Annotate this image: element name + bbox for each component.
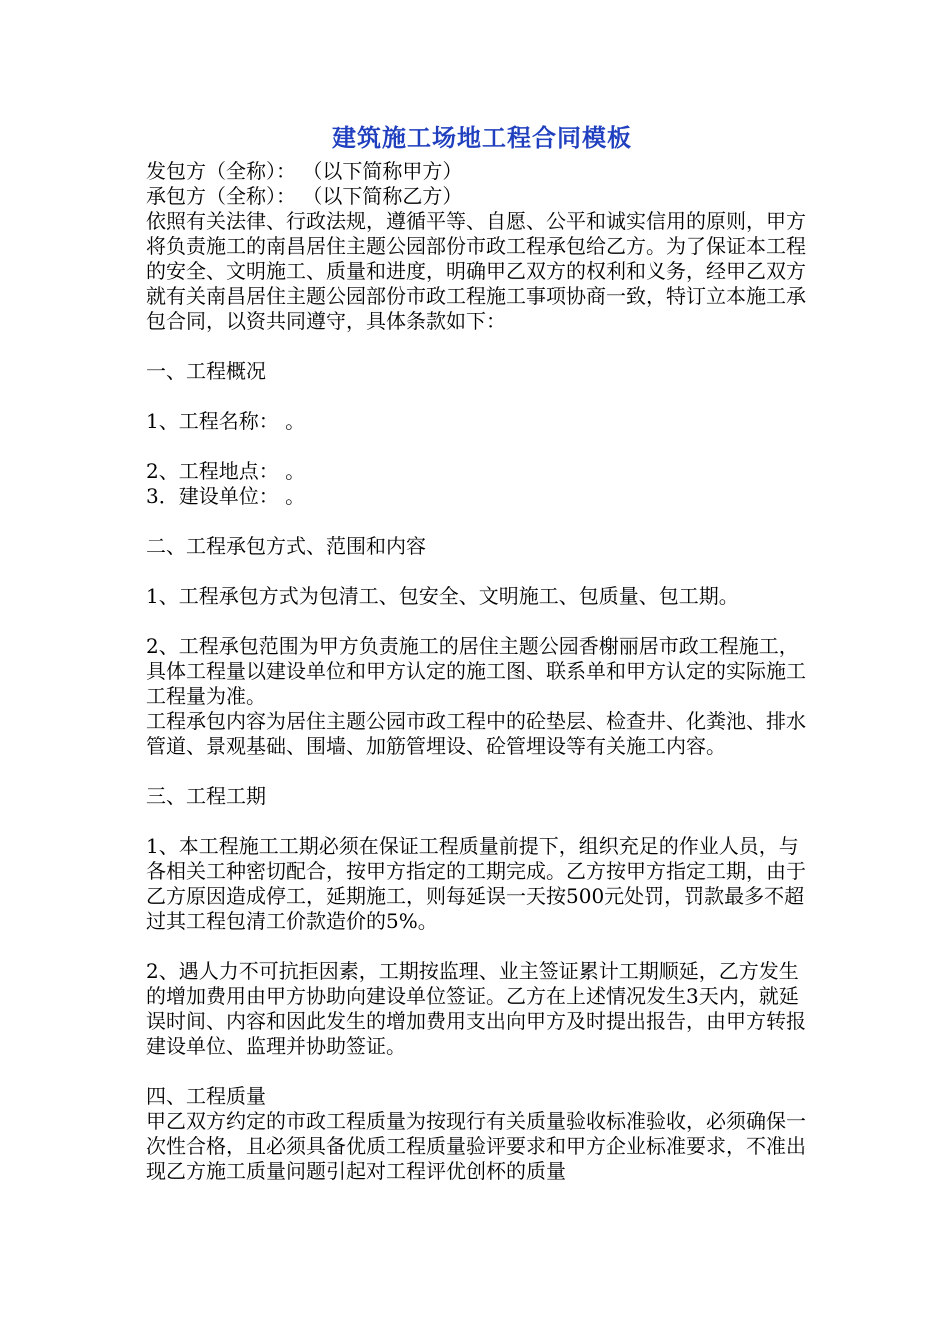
spacer	[146, 934, 818, 959]
party-a-line: 发包方（全称）： （以下简称甲方）	[146, 159, 463, 183]
intro-paragraph: 依照有关法律、行政法规，遵循平等、自愿、公平和诚实信用的原则，甲方将负责施工的南昌居住主题公园部份市政工程承包给乙方。为了保证本工程的安全、文明施工、质量和进度，明确甲乙双方的权利和义务，经甲乙双方就有关南昌居住主题公园部份市政工程施工事项协商一致，特订立本施工承包合同，以资共同遵守，具体条款如下：	[146, 209, 806, 333]
quality-paragraph: 甲乙双方约定的市政工程质量为按现行有关质量验收标准验收，必须确保一次性合格，且必须具备优质工程质量验评要求和甲方企业标准要求，不准出现乙方施工质量问题引起对工程评优创杯的质量	[146, 1109, 806, 1183]
section-3-heading: 三、工程工期	[146, 784, 266, 808]
section-1-heading: 一、工程概况	[146, 359, 266, 383]
schedule-paragraph-1: 1、本工程施工工期必须在保证工程质量前提下，组织充足的作业人员，与各相关工种密切配合，按甲方指定的工期完成。乙方按甲方指定工期，由于乙方原因造成停工，延期施工，则每延误一天按500元处罚，罚款最多不超过其工程包清工价款造价的5%。	[146, 834, 806, 933]
spacer	[146, 334, 818, 359]
spacer	[146, 759, 818, 784]
spacer	[146, 609, 818, 634]
spacer	[146, 434, 818, 459]
spacer	[146, 1059, 818, 1084]
contract-content-paragraph: 工程承包内容为居住主题公园市政工程中的砼垫层、检查井、化粪池、排水管道、景观基础、围墙、加筋管埋设、砼管埋设等有关施工内容。	[146, 709, 806, 758]
document-title: 建筑施工场地工程合同模板	[332, 124, 632, 152]
construction-unit-line: 3．建设单位： 。	[146, 484, 306, 508]
spacer	[146, 384, 818, 409]
project-name-line: 1、工程名称： 。	[146, 409, 306, 433]
contract-scope-paragraph: 2、工程承包范围为甲方负责施工的居住主题公园香榭丽居市政工程施工，具体工程量以建设单位和甲方认定的施工图、联系单和甲方认定的实际施工工程量为准。	[146, 634, 806, 708]
schedule-paragraph-2: 2、遇人力不可抗拒因素，工期按监理、业主签证累计工期顺延，乙方发生的增加费用由甲方协助向建设单位签证。乙方在上述情况发生3天内，就延误时间、内容和因此发生的增加费用支出向甲方及时提出报告，由甲方转报建设单位、监理并协助签证。	[146, 959, 806, 1058]
spacer	[146, 809, 818, 834]
spacer	[146, 509, 818, 534]
section-4-heading: 四、工程质量	[146, 1084, 266, 1108]
party-b-line: 承包方（全称）： （以下简称乙方）	[146, 184, 463, 208]
contract-method-paragraph: 1、工程承包方式为包清工、包安全、文明施工、包质量、包工期。	[146, 584, 739, 608]
project-location-line: 2、工程地点： 。	[146, 459, 306, 483]
contract-page	[146, 122, 818, 1184]
section-2-heading: 二、工程承包方式、范围和内容	[146, 534, 426, 558]
spacer	[146, 559, 818, 584]
